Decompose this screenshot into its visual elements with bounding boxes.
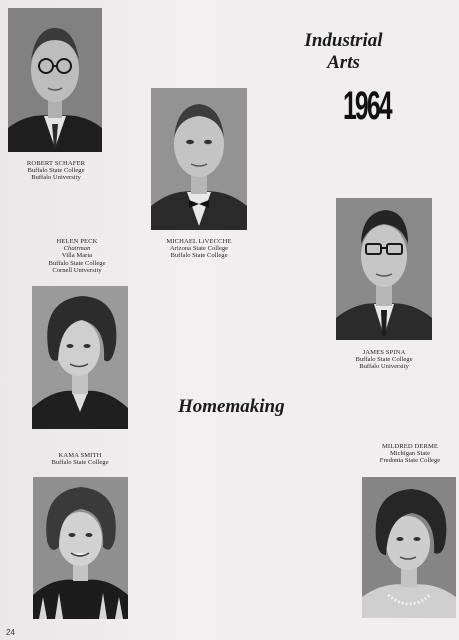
faculty-title: Chairman (63, 245, 91, 253)
department-heading (296, 30, 391, 74)
faculty-detail: Buffalo State College (48, 259, 106, 267)
faculty-detail: Villa Maria (61, 252, 93, 260)
portrait-mildred-derme (362, 477, 456, 618)
faculty-detail: Buffalo State College (355, 356, 413, 364)
caption-mildred-derme (360, 443, 459, 465)
caption-kama-smith (32, 452, 128, 466)
faculty-detail: Buffalo State College (170, 252, 228, 260)
faculty-name: JAMES SPINA (362, 349, 406, 356)
faculty-name: ROBERT SCHAFER (26, 160, 86, 167)
portrait-helen-peck (32, 286, 128, 429)
faculty-detail: Cornell University (52, 266, 102, 274)
caption-helen-peck (30, 238, 124, 274)
faculty-name: MILDRED DERME (381, 443, 439, 450)
year-heading: 1964 (343, 84, 391, 128)
faculty-detail: Fredonia State College (379, 457, 441, 465)
faculty-name: HELEN PECK (56, 238, 98, 245)
faculty-detail: Michigan State (389, 450, 431, 458)
faculty-detail: Buffalo State College (51, 459, 109, 467)
portrait-robert-schafer (8, 8, 102, 152)
department-heading-line-2: Arts (327, 52, 360, 73)
faculty-name: MICHAEL LiVECCHE (166, 238, 232, 245)
caption-michael-livecche (151, 238, 247, 260)
faculty-name: KAMA SMITH (58, 452, 102, 459)
portrait-michael-livecche (151, 88, 247, 230)
faculty-detail: Arizona State College (169, 245, 229, 253)
faculty-detail: Buffalo State College (27, 167, 85, 175)
caption-james-spina (336, 349, 432, 371)
page-number: 24 (6, 628, 15, 637)
portrait-james-spina (336, 198, 432, 340)
caption-robert-schafer (8, 160, 104, 182)
department-heading-line-1: Industrial (304, 30, 383, 51)
faculty-detail: Buffalo University (31, 174, 81, 182)
section-heading: Homemaking (178, 396, 285, 417)
portrait-kama-smith (33, 477, 128, 619)
faculty-detail: Buffalo University (359, 363, 409, 371)
